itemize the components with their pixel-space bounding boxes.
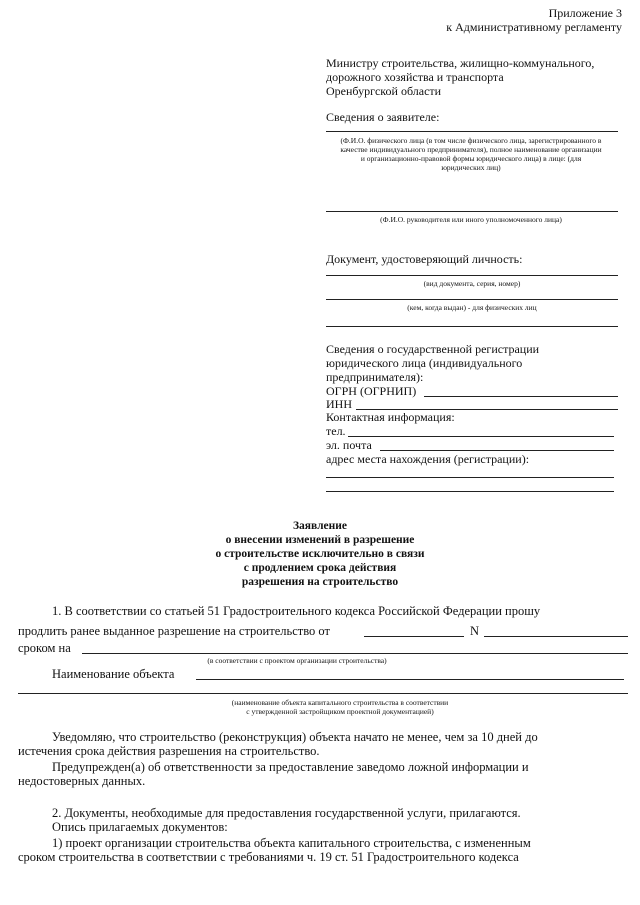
- applicant-name-caption: (Ф.И.О. физического лица (в том числе физического лица, зарегистрированного в качестве индивидуального предпринимателя), полное наименование организации и организационно-правовой формы юридического лица) в лице: (для юридических лиц): [340, 136, 602, 172]
- warning-line-2: недостоверных данных.: [18, 774, 146, 788]
- applicant-head-field[interactable]: [326, 211, 618, 212]
- inventory-label: Опись прилагаемых документов:: [52, 820, 228, 834]
- address-field-1[interactable]: [326, 477, 614, 478]
- statement-title-line-3: о строительстве исключительно в связи: [215, 548, 425, 560]
- ogrn-field[interactable]: [424, 396, 618, 397]
- phone-label: тел.: [326, 424, 346, 438]
- phone-field[interactable]: [348, 436, 614, 437]
- email-label: эл. почта: [326, 438, 372, 452]
- object-name-caption-2: с утвержденной застройщиком проектной документацией): [246, 707, 434, 716]
- statement-title-line-5: разрешения на строительство: [241, 576, 399, 588]
- registration-line-1: Сведения о государственной регистрации: [326, 342, 540, 356]
- paragraph-1-line-2: продлить ранее выданное разрешение на строительство от: [18, 624, 330, 638]
- term-caption: (в соответствии с проектом организации строительства): [207, 656, 387, 665]
- statement-title-line-2: о внесении изменений в разрешение: [225, 534, 415, 546]
- statement-title: Заявление: [292, 520, 347, 532]
- inn-label: ИНН: [326, 397, 352, 411]
- applicant-head-caption: (Ф.И.О. руководителя или иного уполномоченного лица): [380, 215, 562, 224]
- term-label: сроком на: [18, 641, 71, 655]
- warning-line-1: Предупрежден(а) об ответственности за предоставление заведомо ложной информации и: [52, 760, 529, 774]
- contact-label: Контактная информация:: [326, 410, 455, 424]
- notice-line-2: истечения срока действия разрешения на строительство.: [18, 744, 320, 758]
- id-document-caption: (вид документа, серия, номер): [423, 279, 521, 288]
- id-extra-field[interactable]: [326, 326, 618, 327]
- inventory-item-1-line-1: 1) проект организации строительства объекта капитального строительства, с измененным: [52, 836, 531, 850]
- appendix-number: Приложение 3: [548, 6, 622, 20]
- appendix-regulation: к Административному регламенту: [446, 20, 622, 34]
- ogrn-label: ОГРН (ОГРНИП): [326, 384, 417, 398]
- address-field-2[interactable]: [326, 491, 614, 492]
- addressee-line-2: дорожного хозяйства и транспорта: [326, 70, 504, 84]
- paragraph-1-line-1: 1. В соответствии со статьей 51 Градостроительного кодекса Российской Федерации прошу: [52, 604, 541, 618]
- term-field[interactable]: [82, 653, 628, 654]
- applicant-label: Сведения о заявителе:: [326, 110, 440, 124]
- object-name-caption-1: (наименование объекта капитального строительства в соответствии: [231, 698, 449, 707]
- permit-number-label: N: [470, 624, 480, 638]
- permit-number-field[interactable]: [484, 636, 628, 637]
- documents-line: 2. Документы, необходимые для предоставления государственной услуги, прилагаются.: [52, 806, 521, 820]
- object-name-field[interactable]: [196, 679, 624, 680]
- addressee-line-3: Оренбургской области: [326, 84, 442, 98]
- statement-title-line-4: с продлением срока действия: [243, 562, 397, 574]
- id-issued-caption: (кем, когда выдан) - для физических лиц: [407, 303, 537, 312]
- permit-date-field[interactable]: [364, 636, 464, 637]
- addressee-line-1: Министру строительства, жилищно-коммунального,: [326, 56, 595, 70]
- id-document-field[interactable]: [326, 275, 618, 276]
- email-field[interactable]: [380, 450, 614, 451]
- inventory-item-1-line-2: сроком строительства в соответствии с требованиями ч. 19 ст. 51 Градостроительного кодекса: [18, 850, 519, 864]
- registration-line-2: юридического лица (индивидуального: [326, 356, 523, 370]
- notice-line-1: Уведомляю, что строительство (реконструкция) объекта начато не менее, чем за 10 дней до: [52, 730, 538, 744]
- id-document-label: Документ, удостоверяющий личность:: [326, 252, 523, 266]
- object-name-field-2[interactable]: [18, 693, 628, 694]
- address-label: адрес места нахождения (регистрации):: [326, 452, 530, 466]
- registration-line-3: предпринимателя):: [326, 370, 424, 384]
- object-name-label: Наименование объекта: [52, 667, 175, 681]
- id-issued-field[interactable]: [326, 299, 618, 300]
- applicant-name-field[interactable]: [326, 131, 618, 132]
